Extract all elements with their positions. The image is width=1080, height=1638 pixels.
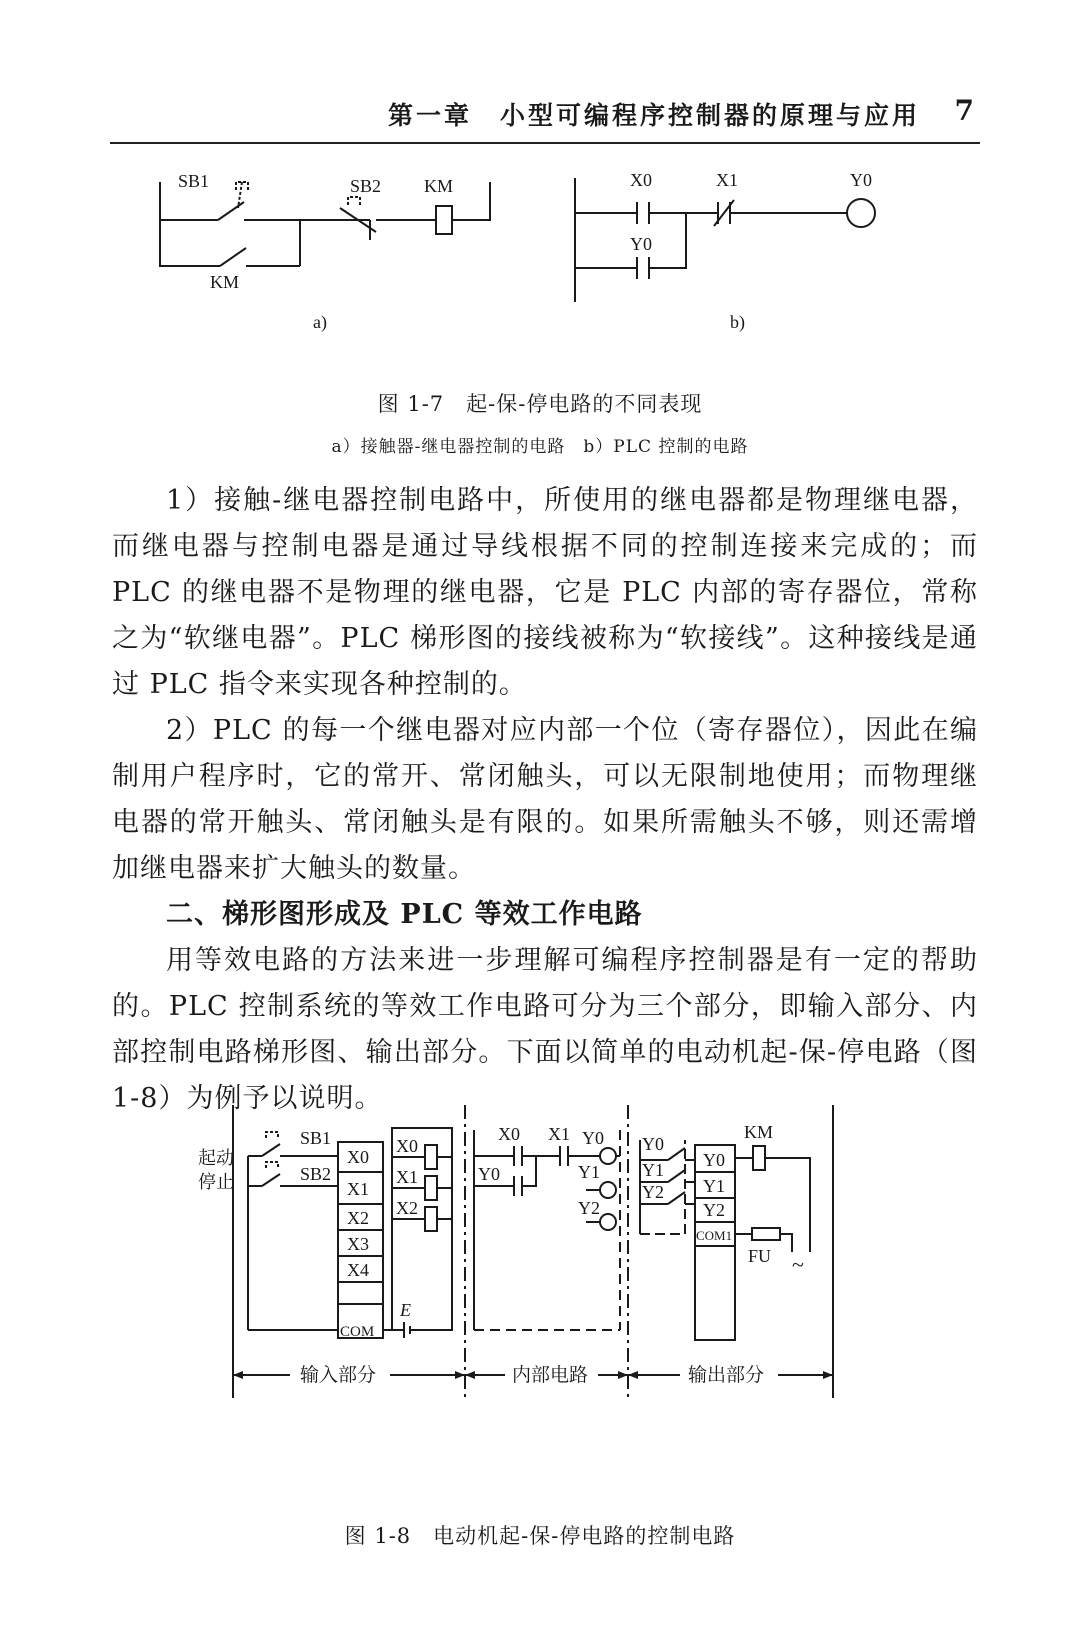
fig8-in-x1: X1 — [347, 1179, 369, 1199]
fig7-label-km-coil: KM — [424, 176, 454, 196]
fig7-label-x1: X1 — [716, 170, 738, 190]
figure-1-7-subcaption: a）接触器-继电器控制的电路 b）PLC 控制的电路 — [331, 437, 749, 457]
fig8-out-y2: Y2 — [703, 1200, 725, 1220]
running-head — [110, 90, 980, 144]
fig7-sub-a: a) — [313, 312, 327, 332]
fig8-out-y1: Y1 — [703, 1176, 725, 1196]
paragraph-1: 1）接触-继电器控制电路中，所使用的继电器都是物理继电器，而继电器与控制电器是通过导线根据不同的控制连接来完成的；而 PLC 的继电器不是物理的继电器，它是 PLC 内部的寄存器位，常称之为“软继电器”。PLC 梯形图的接线被称为“软接线”。这种接线是通过 PLC 指令来实现各种控制的。 — [112, 485, 978, 700]
fig7-label-y0-contact: Y0 — [630, 234, 652, 254]
fig8-start-label: 起动 — [198, 1148, 234, 1168]
fig8-coil-x1: X1 — [396, 1167, 418, 1187]
figure-1-7 — [0, 160, 1080, 350]
fig7-label-sb1: SB1 — [178, 171, 210, 191]
fig7-label-sb2: SB2 — [350, 176, 382, 196]
chapter-title: 第一章 小型可编程序控制器的原理与应用 — [387, 101, 920, 130]
page-number: 7 — [954, 94, 974, 127]
paragraph-3: 用等效电路的方法来进一步理解可编程序控制器是有一定的帮助的。PLC 控制系统的等效工作电路可分为三个部分，即输入部分、内部控制电路梯形图、输出部分。下面以简单的电动机起-保-停电路（图 1-8）为例予以说明。 — [112, 945, 978, 1114]
fig8-sb1: SB1 — [300, 1128, 332, 1148]
fig8-in-x2: X2 — [347, 1208, 369, 1228]
fig7-sub-b: b) — [730, 312, 745, 332]
fig8-in-com: COM — [340, 1324, 375, 1340]
fig8-lad-y2: Y2 — [578, 1198, 600, 1218]
figure-1-8 — [0, 1100, 1080, 1400]
paragraph-2: 2）PLC 的每一个继电器对应内部一个位（寄存器位），因此在编制用户程序时，它的常开、常闭触头，可以无限制地使用；而物理继电器的常开触头、常闭触头是有限的。如果所需触头不够，则还需增加继电器来扩大触头的数量。 — [112, 715, 978, 884]
fig8-in-x4: X4 — [347, 1260, 369, 1280]
fig7-label-y0-out: Y0 — [850, 170, 872, 190]
fig8-ac: ~ — [792, 1252, 804, 1277]
fig8-section-input: 输入部分 — [300, 1365, 377, 1386]
fig8-section-internal: 内部电路 — [512, 1365, 589, 1386]
fig8-sb2: SB2 — [300, 1164, 332, 1184]
fig8-out-y0: Y0 — [703, 1150, 725, 1170]
fig8-lad-x0: X0 — [498, 1124, 520, 1144]
fig8-in-x0: X0 — [347, 1147, 369, 1167]
fig8-out-c-y0: Y0 — [642, 1134, 664, 1154]
section-heading: 二、梯形图形成及 PLC 等效工作电路 — [166, 899, 643, 930]
fig8-out-com1: COM1 — [696, 1228, 733, 1243]
fig8-lad-y1: Y1 — [578, 1162, 600, 1182]
fig8-km: KM — [744, 1122, 774, 1142]
fig8-coil-x2: X2 — [396, 1198, 418, 1218]
fig8-out-c-y1: Y1 — [642, 1160, 664, 1180]
figure-1-7-caption: 图 1-7 起-保-停电路的不同表现 — [377, 392, 703, 416]
figure-1-8-caption: 图 1-8 电动机起-保-停电路的控制电路 — [344, 1524, 736, 1548]
fig8-lad-y0-contact: Y0 — [478, 1164, 500, 1184]
fig7-label-km-contact: KM — [210, 272, 240, 292]
fig8-coil-x0: X0 — [396, 1136, 418, 1156]
fig8-section-output: 输出部分 — [688, 1365, 765, 1386]
fig8-lad-y0: Y0 — [582, 1128, 604, 1148]
fig7-label-x0: X0 — [630, 170, 652, 190]
fig8-stop-label: 停止 — [198, 1172, 234, 1192]
fig8-in-x3: X3 — [347, 1234, 369, 1254]
fig8-battery-e: E — [400, 1300, 411, 1320]
fig8-out-c-y2: Y2 — [642, 1182, 664, 1202]
fig8-fu: FU — [748, 1246, 772, 1266]
fig8-lad-x1: X1 — [548, 1124, 570, 1144]
